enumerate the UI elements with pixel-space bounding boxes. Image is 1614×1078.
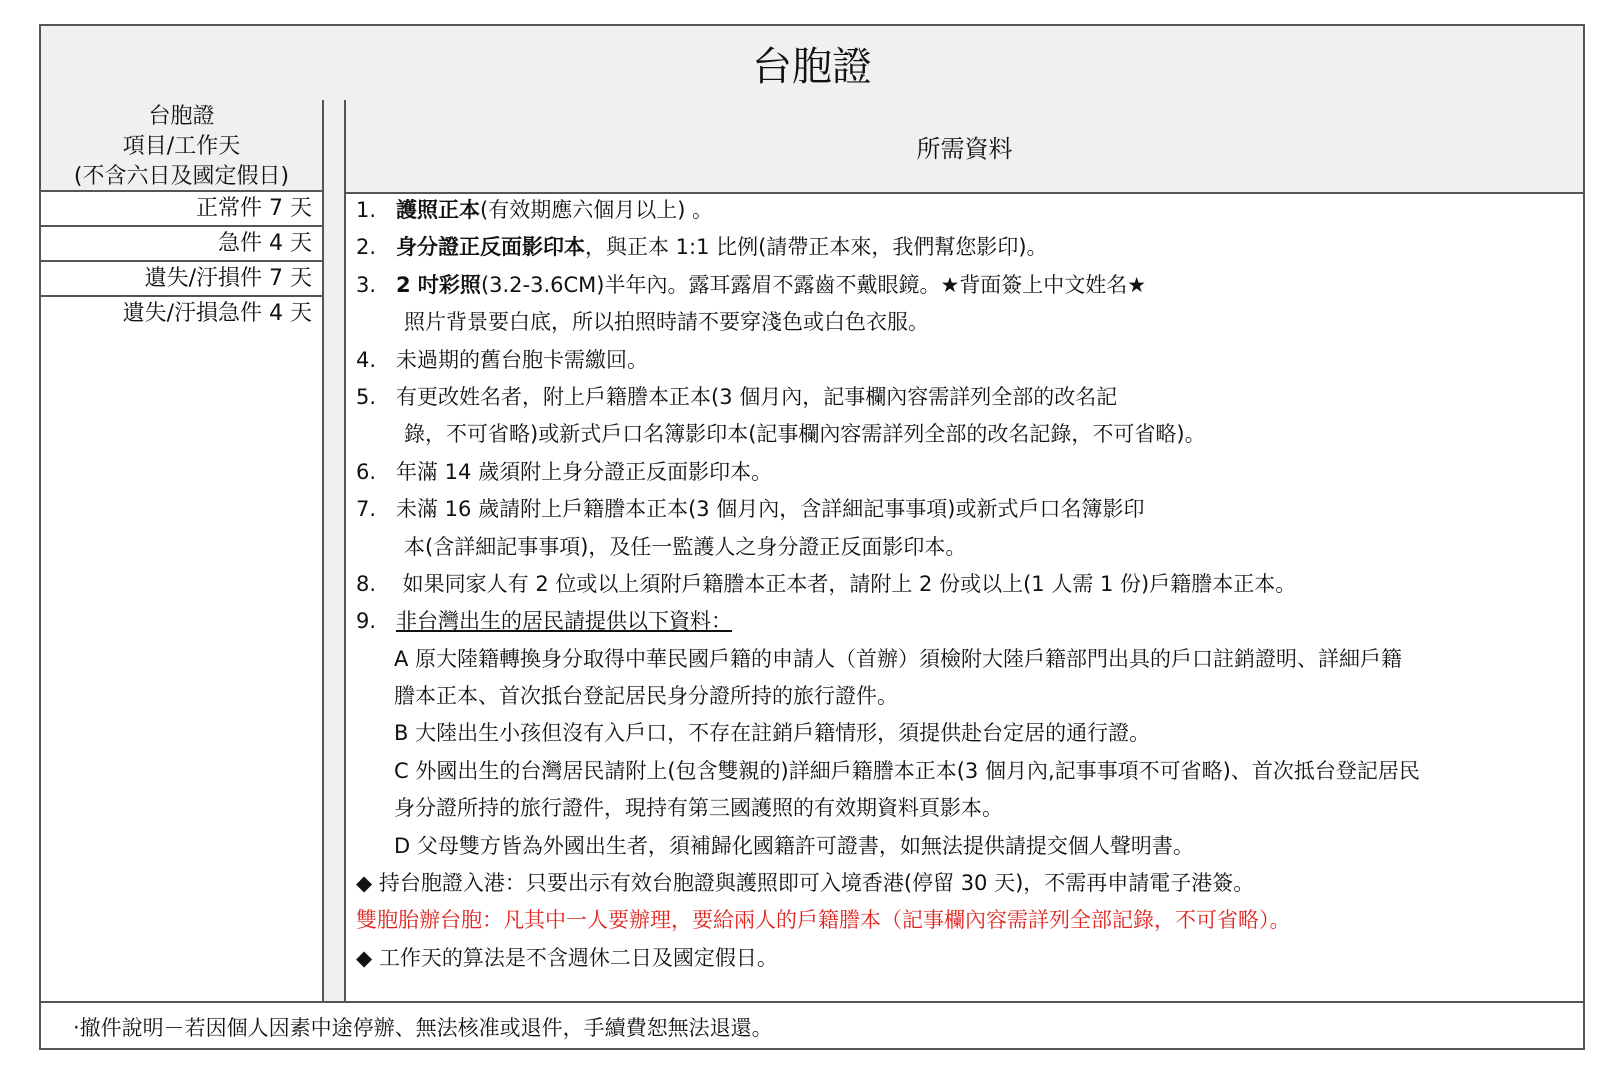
service-row-lost: 遺失/汙損件 7 天	[41, 262, 322, 297]
note-twins: 雙胞胎辦台胞：凡其中一人要辦理，要給兩人的戶籍謄本（記事欄內容需詳列全部記錄，不可省略）。	[356, 908, 1291, 933]
service-list	[41, 192, 322, 1001]
list-item: 4. 未過期的舊台胞卡需繳回。	[356, 347, 648, 372]
list-item: 2. 身分證正反面影印本，與正本 1:1 比例(請帶正本來，我們幫您影印)。	[356, 235, 1048, 260]
left-header-line-2: 項目/工作天	[122, 134, 241, 159]
left-header-line-1: 台胞證	[148, 104, 215, 129]
left-header-line-3: (不含六日及國定假日)	[73, 164, 290, 189]
note-hk-entry: ◆ 持台胞證入港：只要出示有效台胞證與護照即可入境香港(停留 30 天)，不需再申請電子港簽。	[356, 871, 1255, 896]
column-divider	[322, 100, 346, 1001]
sub-item-b: B 大陸出生小孩但沒有入戶口，不存在註銷戶籍情形，須提供赴台定居的通行證。	[394, 721, 1151, 746]
left-column-header	[41, 100, 322, 192]
list-item: 3. 2 吋彩照(3.2-3.6CM)半年內。露耳露眉不露齒不戴眼鏡。★背面簽上中文姓名★	[356, 272, 1147, 297]
document-title: 台胞證	[41, 26, 1583, 102]
sub-item-a: A 原大陸籍轉換身分取得中華民國戶籍的申請人（首辦）須檢附大陸戶籍部門出具的戶口註銷證明、詳細戶籍	[394, 646, 1403, 671]
list-item-continuation: 本(含詳細記事事項)，及任一監護人之身分證正反面影印本。	[404, 534, 967, 559]
cancellation-note: ‧撤件說明－若因個人因素中途停辦、無法核准或退件，手續費恕無法退還。	[41, 1001, 1583, 1050]
list-item-continuation: 照片背景要白底，所以拍照時請不要穿淺色或白色衣服。	[404, 310, 929, 335]
list-item: 6. 年滿 14 歲須附上身分證正反面影印本。	[356, 459, 773, 484]
sub-item-d: D 父母雙方皆為外國出生者，須補歸化國籍許可證書，如無法提供請提交個人聲明書。	[394, 833, 1194, 858]
requirements-header: 所需資料	[346, 100, 1583, 194]
list-item: 9. 非台灣出生的居民請提供以下資料：	[356, 609, 732, 634]
sub-item-c: C 外國出生的台灣居民請附上(包含雙親的)詳細戶籍謄本正本(3 個月內,記事事項不可省略)、首次抵台登記居民	[394, 758, 1420, 783]
requirements-list	[346, 192, 1583, 1001]
list-item: 1. 護照正本(有效期應六個月以上) 。	[356, 198, 714, 222]
list-item: 5. 有更改姓名者，附上戶籍謄本正本(3 個月內，記事欄內容需詳列全部的改名記	[356, 384, 1118, 409]
note-working-days: ◆ 工作天的算法是不含週休二日及國定假日。	[356, 945, 778, 970]
service-row-lost-urgent: 遺失/汙損急件 4 天	[122, 301, 312, 326]
sub-item-a-continuation: 謄本正本、首次抵台登記居民身分證所持的旅行證件。	[394, 684, 898, 709]
list-item: 8. 如果同家人有 2 位或以上須附戶籍謄本正本者，請附上 2 份或以上(1 人需 1 份)戶籍謄本正本。	[356, 571, 1297, 596]
service-row-urgent: 急件 4 天	[41, 227, 322, 262]
list-item-continuation: 錄，不可省略)或新式戶口名簿影印本(記事欄內容需詳列全部的改名記錄，不可省略)。	[404, 422, 1206, 447]
sub-item-c-continuation: 身分證所持的旅行證件，現持有第三國護照的有效期資料頁影本。	[394, 796, 1003, 821]
document-table	[39, 24, 1585, 1050]
list-item: 7. 未滿 16 歲請附上戶籍謄本正本(3 個月內，含詳細記事事項)或新式戶口名簿影印	[356, 497, 1145, 522]
service-row-normal: 正常件 7 天	[41, 192, 322, 227]
